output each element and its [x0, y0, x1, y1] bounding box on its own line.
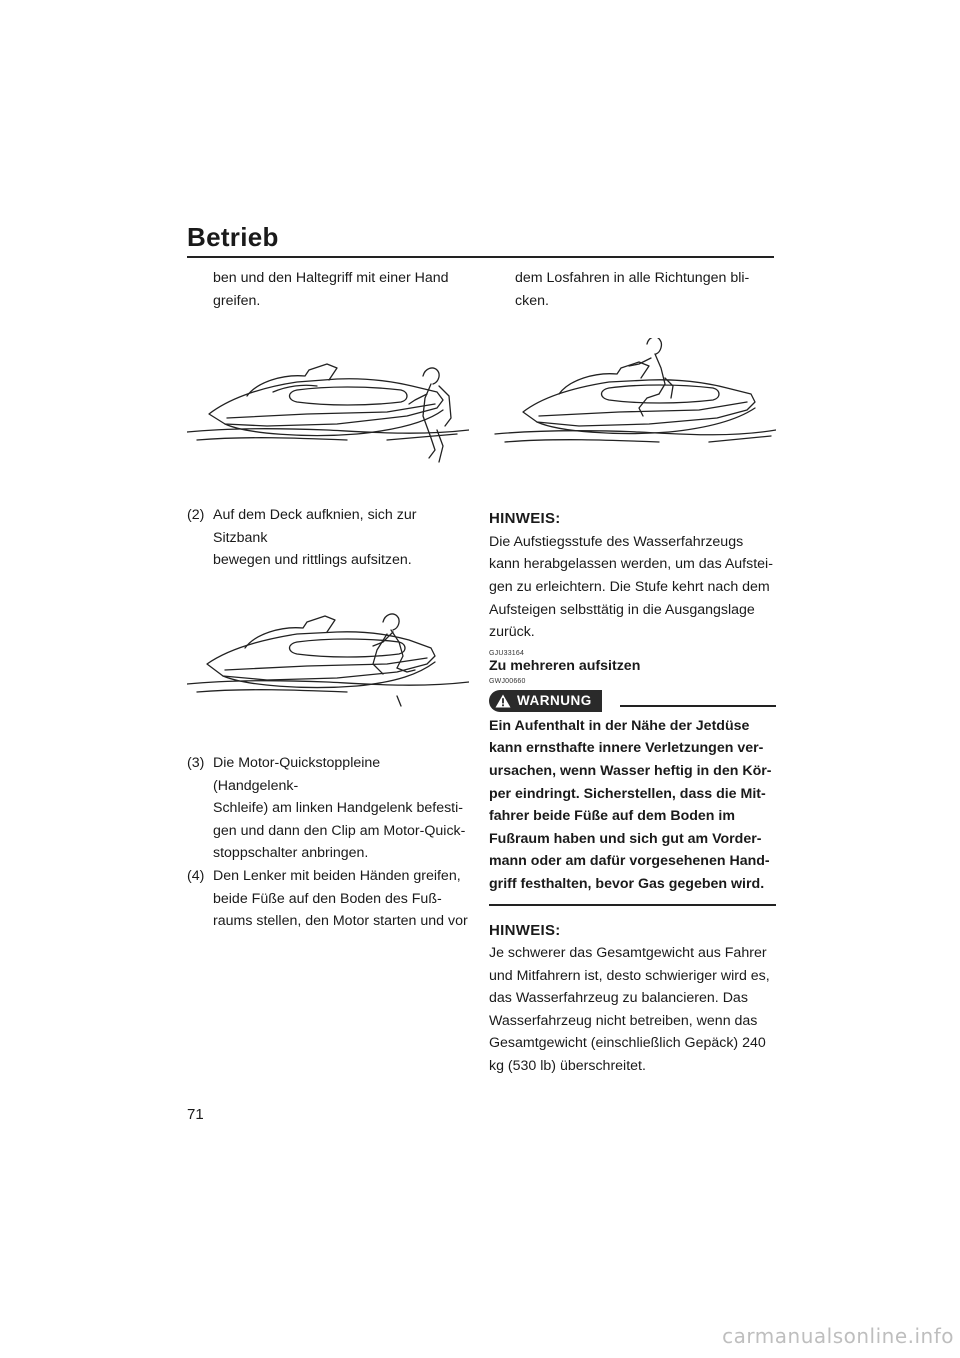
text-line: Die Aufstiegsstufe des Wasserfahrzeugs	[489, 533, 744, 550]
text-line: kann herabgelassen werden, um das Aufstei-	[489, 556, 773, 573]
text-line: Gesamtgewicht (einschließlich Gepäck) 240	[489, 1035, 766, 1052]
warning-text	[489, 715, 776, 906]
right-column	[489, 267, 776, 1078]
warning-label: WARNUNG	[517, 692, 592, 708]
text-line: Je schwerer das Gesamtgewicht aus Fahrer	[489, 945, 767, 962]
text-line: zurück.	[489, 624, 535, 641]
note-2	[489, 920, 776, 1078]
step-4	[187, 865, 469, 933]
text-line: griff festhalten, bevor Gas gegeben wird.	[489, 875, 765, 892]
intro-text	[187, 267, 469, 312]
section-multiple-riders	[489, 650, 776, 674]
text-line: und Mitfahrern ist, desto schwieriger wird es,	[489, 967, 770, 984]
text-line: cken.	[515, 292, 549, 309]
step-number: (4)	[187, 867, 205, 884]
text-line: kann ernsthafte innere Verletzungen ver-	[489, 740, 764, 757]
text-line: Auf dem Deck aufknien, sich zur Sitzbank	[213, 507, 417, 546]
warning-rule	[620, 694, 776, 707]
text-line: Die Motor-Quickstoppleine (Handgelenk-	[213, 754, 381, 794]
warning-triangle-icon	[495, 694, 511, 708]
note-heading: HINWEIS:	[489, 921, 561, 939]
section-title: Zu mehreren aufsitzen	[489, 657, 641, 674]
text-line: dem Losfahren in alle Richtungen bli-	[515, 270, 750, 286]
text-line: gen und dann den Clip am Motor-Quick-	[213, 822, 466, 839]
text-line: Wasserfahrzeug nicht betreiben, wenn das	[489, 1012, 758, 1029]
text-line: ben und den Haltegriff mit einer Hand	[213, 270, 449, 286]
warning-code: GWJ00660	[489, 677, 526, 685]
text-line: Schleife) am linken Handgelenk befesti-	[213, 800, 463, 817]
text-line: Aufsteigen selbsttätig in die Ausgangslage	[489, 601, 755, 618]
text-line: Ein Aufenthalt in der Nähe der Jetdüse	[489, 717, 750, 734]
continuation-text	[489, 267, 776, 312]
text-line: beide Füße auf den Boden des Fuß-	[213, 890, 442, 907]
step-number: (2)	[187, 507, 205, 524]
text-line: kg (530 lb) überschreitet.	[489, 1058, 646, 1075]
page-header	[187, 222, 774, 258]
text-line: per eindringt. Sicherstellen, dass die Mit-	[489, 785, 766, 802]
note-1	[489, 508, 776, 644]
page-number: 71	[187, 1106, 204, 1123]
text-line: ursachen, wenn Wasser heftig in den Kör-	[489, 762, 772, 779]
text-line: greifen.	[213, 292, 261, 309]
text-line: Den Lenker mit beiden Händen greifen,	[213, 867, 461, 884]
figure-kneeling-on-deck	[187, 598, 469, 728]
text-line: mann oder am dafür vorgesehenen Hand-	[489, 853, 770, 870]
note-heading: HINWEIS:	[489, 510, 561, 528]
text-line: gen zu erleichtern. Die Stufe kehrt nach dem	[489, 578, 770, 595]
warning-header	[489, 689, 776, 713]
step-3	[187, 752, 469, 865]
step-number: (3)	[187, 754, 205, 771]
text-line: das Wasserfahrzeug zu balancieren. Das	[489, 990, 748, 1007]
text-line: stoppschalter anbringen.	[213, 845, 369, 862]
page-title: Betrieb	[187, 222, 279, 252]
text-line: raums stellen, den Motor starten und vor	[213, 913, 468, 930]
step-2	[187, 504, 469, 572]
text-line: bewegen und rittlings aufsitzen.	[213, 552, 412, 569]
warning-box	[489, 678, 776, 906]
figure-seated-rider	[489, 338, 776, 468]
left-column	[187, 267, 469, 933]
figure-boarding-from-water	[187, 334, 469, 484]
text-line: Fußraum haben und sich gut am Vorder-	[489, 830, 762, 847]
warning-badge	[489, 690, 602, 712]
section-code: GJU33164	[489, 649, 525, 657]
watermark-link[interactable]: carmanualsonline.info	[722, 1324, 954, 1348]
text-line: fahrer beide Füße auf dem Boden im	[489, 808, 735, 825]
